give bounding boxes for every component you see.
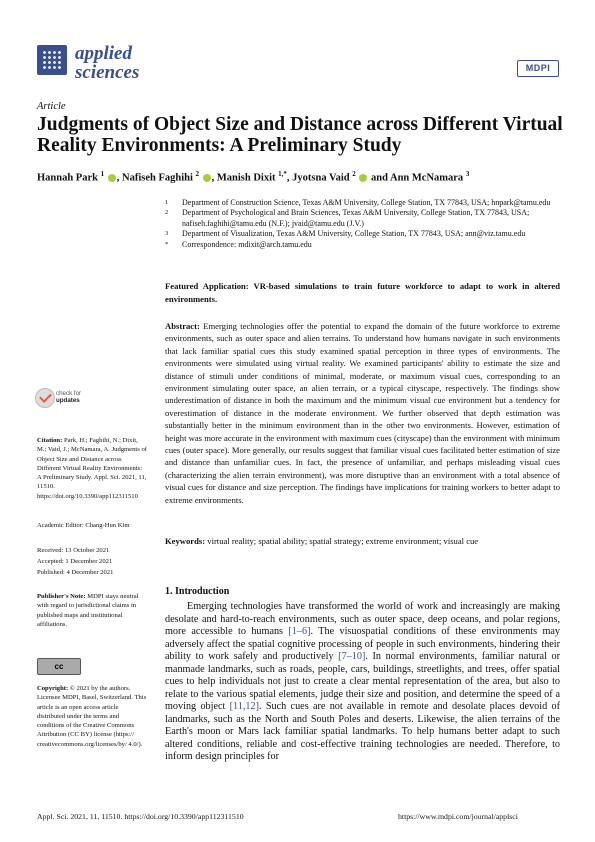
- check-for-updates-icon[interactable]: [35, 388, 55, 408]
- check-for-updates-label[interactable]: check for updates: [56, 390, 82, 404]
- featured-application: Featured Application: VR-based simulations to train future workforce to adapt to work in altered environments.: [165, 281, 560, 304]
- journal-logo-icon: [37, 45, 67, 75]
- correspondence: Correspondence: mdixit@arch.tamu.edu: [182, 239, 312, 249]
- journal-name-line1: applied: [75, 43, 132, 64]
- affiliation: Department of Psychological and Brain Sciences, Texas A&M University, College Station, TX 77843, USA; nafiseh.faghihi@tamu.edu (N.F.); jvaid@tamu.edu (J.V.): [182, 208, 530, 228]
- footer-journal-url[interactable]: https://www.mdpi.com/journal/applsci: [398, 812, 518, 821]
- journal-name-line2: sciences: [75, 62, 140, 83]
- citation-link[interactable]: [7–10]: [338, 651, 366, 662]
- accepted-date: Accepted: 1 December 2021: [37, 558, 113, 565]
- academic-editor: Academic Editor: Chang-Hun Kim: [37, 522, 130, 529]
- affiliations: 1 Department of Construction Science, Texas A&M University, College Station, TX 77843, USA; hnpark@tamu.edu 2 Department of Psychological and Brain Sciences, Texas A&M University, College Station, TX 77843, USA; nafiseh.faghihi@tamu.edu (N.F.); jvaid@tamu.edu (J.V.) 3 Department of Visualization, Texas A&M University, College Station, TX 77843, USA; ann@viz.tamu.edu * Correspondence: mdixit@arch.tamu.edu: [165, 198, 565, 250]
- published-date: Published: 4 December 2021: [37, 569, 114, 576]
- author-name: Ann McNamara: [389, 172, 464, 184]
- author-name: Nafiseh Faghihi: [121, 172, 193, 184]
- cc-license-badge[interactable]: cc: [37, 658, 81, 675]
- publisher-logo: MDPI: [517, 60, 559, 77]
- orcid-icon[interactable]: [108, 174, 116, 182]
- citation-link[interactable]: [1–6]: [288, 626, 311, 637]
- section-heading: 1. Introduction: [165, 586, 230, 597]
- orcid-icon[interactable]: [359, 174, 367, 182]
- affiliation: Department of Visualization, Texas A&M University, College Station, TX 77843, USA; ann@viz.tamu.edu: [182, 229, 526, 239]
- footer-doi[interactable]: Appl. Sci. 2021, 11, 11510. https://doi.org/10.3390/app112311510: [37, 812, 244, 821]
- article-type: Article: [37, 101, 66, 112]
- keywords-text: virtual reality; spatial ability; spatial strategy; extreme environment; visual cue: [207, 536, 479, 546]
- abstract: [165, 320, 560, 506]
- author-name: Manish Dixit: [216, 172, 276, 184]
- abstract-label: Abstract:: [165, 321, 200, 331]
- copyright: Copyright: © 2021 by the authors. Licensee MDPI, Basel, Switzerland. This article is an open access article distributed under the terms and conditions of the Creative Commons Attribution (CC BY) license (https:// creativecommons.org/licenses/by/ 4.0/).: [37, 685, 147, 748]
- abstract-text: Emerging technologies offer the potential to expand the domain of the future workforce to extreme environments, such as outer space and alien terrains. To understand how humans navigate in such environments that lack familiar spatial cues this study examined spatial perception in three types of environments. The environments were simulated using virtual reality. We examined participants' ability to estimate the size and distance of stimuli under conditions of minimal, moderate, or maximum visual cues, corresponding to an environment simulating outer space, an alien terrain, or a typical cityscape, respectively. The findings show underestimation of distance in both the maximum and the minimum visual cue environment but a tendency for overestimation of distance in the moderate environment. We further observed that depth estimation was substantially better in the minimum environment than in the other two environments. However, estimation of height was more accurate in the environment with maximum cues (cityscape) than the environment with minimum cues (outer space). More generally, our results suggest that familiar visual cues facilitated better estimation of size and distance than unfamiliar cues. In fact, the presence of unfamiliar, and perhaps misleading visual cues (characterizing the alien terrain environment), was more disruptive than an environment with a total absence of visual cues for distance and size perception. The findings have implications for training workers to better adapt to extreme environments.: [165, 321, 560, 505]
- author-list: Hannah Park $^1$ , Nafiseh Faghihi $^2$ , Manish Dixit $^{1,*}$, Jyotsna Vaid $^2$ and Ann McNamara $^3$: [37, 170, 470, 184]
- author-name: Hannah Park: [37, 172, 98, 184]
- affiliation: Department of Construction Science, Texas A&M University, College Station, TX 77843, USA; hnpark@tamu.edu: [182, 198, 551, 207]
- article-title: Judgments of Object Size and Distance across Different Virtual Reality Environments: A Preliminary Study: [37, 114, 563, 156]
- publisher-note: Publisher's Note: MDPI stays neutral with regard to jurisdictional claims in published maps and institutional affiliations.: [37, 593, 139, 628]
- keywords: [165, 536, 560, 546]
- citation-link[interactable]: [11,12]: [229, 701, 259, 712]
- author-name: Jyotsna Vaid: [292, 172, 350, 184]
- keywords-label: Keywords:: [165, 536, 206, 546]
- introduction-body: Emerging technologies have transformed the world of work and increasingly are making desolate and hard-to-reach environments, such as outer space, deep oceans, and polar regions, more accessible to humans [1–6]. The visuospatial conditions of these environments may adversely affect the spatial cognitive processing of people in such environments, hindering their ability to work safely and productively [7–10]. In normal environments, familiar natural or manmade landmarks, such as roads, people, cars, buildings, streetlights, and trees, offer spatial cues to help individuals not just to create a clear mental representation of the area, but also to relate to the various spatial elements, judge their size and position, and determine the speed of a moving object [11,12]. Such cues are not available in remote and desolate places devoid of landmarks, such as the North and South Poles and deserts. Likewise, the alien terrains of the Earth's moon or Mars lack familiar spatial landmarks. To help humans better adapt to such altered conditions, reliable and cost-effective training technologies are needed. Therefore, to inform design principles for: [165, 601, 560, 762]
- journal-name: [75, 44, 139, 82]
- orcid-icon[interactable]: [203, 174, 211, 182]
- citation-block: Citation: Park, H.; Faghihi, N.; Dixit, M.; Vaid, J.; McNamara, A. Judgments of Object Size and Distance across Different Virtual Reality Environments: A Preliminary Study. Appl. Sci. 2021, 11, 11510. https://doi.org/10.3390/app112311510: [37, 437, 147, 500]
- received-date: Received: 13 October 2021: [37, 547, 110, 554]
